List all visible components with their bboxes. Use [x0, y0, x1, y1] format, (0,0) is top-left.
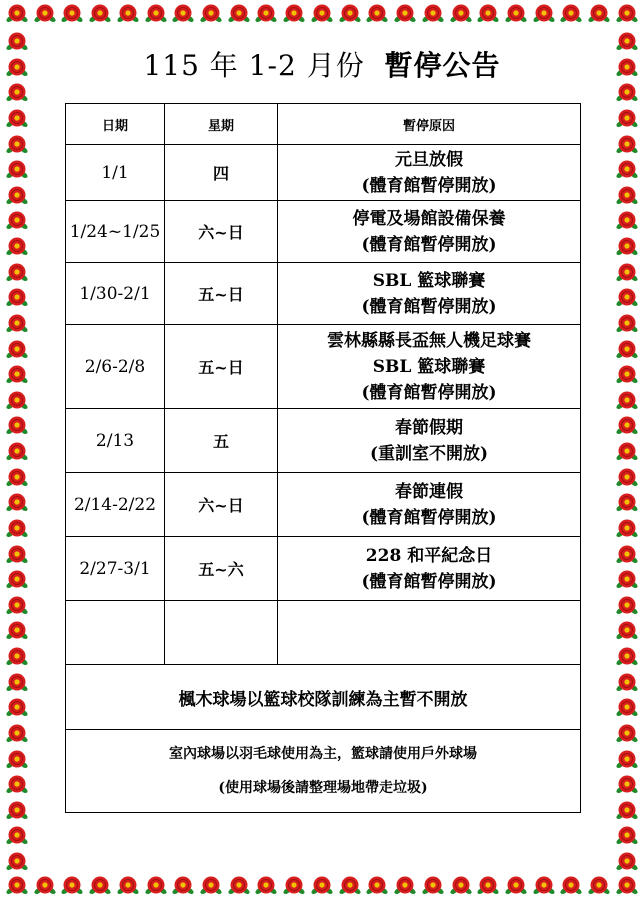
- camellia-flower-icon: [6, 312, 28, 334]
- camellia-flower-icon: [6, 517, 28, 539]
- camellia-flower-icon: [6, 389, 28, 411]
- camellia-flower-icon: [616, 748, 638, 770]
- reason-line: SBL 籃球聯賽: [372, 356, 486, 377]
- camellia-flower-icon: [450, 874, 472, 896]
- camellia-flower-icon: [311, 874, 333, 896]
- camellia-flower-icon: [394, 874, 416, 896]
- camellia-flower-icon: [6, 261, 28, 283]
- reason-line: (體育館暫停開放): [361, 175, 497, 196]
- camellia-flower-icon: [616, 235, 638, 257]
- reason-line: 春節連假: [395, 481, 463, 502]
- camellia-flower-icon: [6, 338, 28, 360]
- reason-cell: [278, 263, 581, 325]
- date-cell: 1/24~1/25: [66, 201, 165, 263]
- reason-cell: [278, 409, 581, 473]
- camellia-flower-icon: [6, 107, 28, 129]
- weekday-cell: 五: [165, 409, 278, 473]
- camellia-flower-icon: [6, 568, 28, 590]
- reason-cell: [278, 473, 581, 537]
- camellia-flower-icon: [616, 799, 638, 821]
- table-row: [66, 145, 581, 201]
- weekday-cell: 五~六: [165, 537, 278, 601]
- camellia-flower-icon: [6, 286, 28, 308]
- camellia-flower-icon: [6, 158, 28, 180]
- camellia-flower-icon: [6, 773, 28, 795]
- camellia-flower-icon: [6, 184, 28, 206]
- reason-cell: [278, 537, 581, 601]
- camellia-flower-icon: [616, 261, 638, 283]
- camellia-flower-icon: [505, 874, 527, 896]
- camellia-flower-icon: [616, 2, 638, 24]
- camellia-flower-icon: [505, 2, 527, 24]
- camellia-flower-icon: [255, 2, 277, 24]
- right-border: [614, 26, 640, 876]
- camellia-flower-icon: [616, 338, 638, 360]
- camellia-flower-icon: [366, 874, 388, 896]
- header-date: 日期: [66, 104, 165, 145]
- camellia-flower-icon: [6, 696, 28, 718]
- camellia-flower-icon: [117, 874, 139, 896]
- camellia-flower-icon: [283, 874, 305, 896]
- camellia-flower-icon: [616, 645, 638, 667]
- camellia-flower-icon: [145, 2, 167, 24]
- camellia-flower-icon: [6, 235, 28, 257]
- camellia-flower-icon: [172, 874, 194, 896]
- camellia-flower-icon: [616, 440, 638, 462]
- reason-line: 春節假期: [395, 417, 463, 438]
- table-row: [66, 325, 581, 409]
- camellia-flower-icon: [422, 2, 444, 24]
- camellia-flower-icon: [616, 133, 638, 155]
- footer-notice-usage: [66, 730, 581, 813]
- camellia-flower-icon: [6, 81, 28, 103]
- camellia-flower-icon: [616, 209, 638, 231]
- weekday-cell: [165, 601, 278, 665]
- footer-notice-court: 楓木球場以籃球校隊訓練為主暫不開放: [66, 665, 581, 730]
- camellia-flower-icon: [616, 158, 638, 180]
- camellia-flower-icon: [616, 491, 638, 513]
- reason-line: (重訓室不開放): [369, 443, 489, 464]
- camellia-flower-icon: [616, 312, 638, 334]
- camellia-flower-icon: [228, 874, 250, 896]
- camellia-flower-icon: [6, 645, 28, 667]
- table-row: [66, 201, 581, 263]
- top-border: [0, 2, 644, 28]
- date-cell: 2/14-2/22: [66, 473, 165, 537]
- camellia-flower-icon: [6, 440, 28, 462]
- camellia-flower-icon: [588, 2, 610, 24]
- left-border: [4, 26, 30, 876]
- bottom-border: [0, 874, 644, 900]
- weekday-cell: 五~日: [165, 325, 278, 409]
- date-cell: 2/27-3/1: [66, 537, 165, 601]
- table-row: [66, 473, 581, 537]
- camellia-flower-icon: [61, 874, 83, 896]
- reason-line: (體育館暫停開放): [361, 571, 497, 592]
- camellia-flower-icon: [616, 671, 638, 693]
- table-row: [66, 537, 581, 601]
- camellia-flower-icon: [172, 2, 194, 24]
- camellia-flower-icon: [117, 2, 139, 24]
- camellia-flower-icon: [616, 286, 638, 308]
- reason-line: (體育館暫停開放): [361, 234, 497, 255]
- title-prefix: 115 年 1-2 月份: [143, 49, 365, 82]
- camellia-flower-icon: [283, 2, 305, 24]
- camellia-flower-icon: [616, 696, 638, 718]
- camellia-flower-icon: [616, 184, 638, 206]
- camellia-flower-icon: [588, 874, 610, 896]
- camellia-flower-icon: [394, 2, 416, 24]
- camellia-flower-icon: [6, 133, 28, 155]
- camellia-flower-icon: [6, 594, 28, 616]
- camellia-flower-icon: [477, 874, 499, 896]
- footer-line-1: 室內球場以羽毛球使用為主，籃球請使用戶外球場: [169, 746, 477, 762]
- camellia-flower-icon: [228, 2, 250, 24]
- reason-cell: [278, 601, 581, 665]
- camellia-flower-icon: [616, 568, 638, 590]
- reason-line: (體育館暫停開放): [361, 507, 497, 528]
- camellia-flower-icon: [616, 874, 638, 896]
- header-reason: 暫停原因: [278, 104, 581, 145]
- camellia-flower-icon: [339, 874, 361, 896]
- camellia-flower-icon: [560, 874, 582, 896]
- weekday-cell: 六~日: [165, 473, 278, 537]
- camellia-flower-icon: [6, 543, 28, 565]
- camellia-flower-icon: [616, 773, 638, 795]
- camellia-flower-icon: [6, 799, 28, 821]
- camellia-flower-icon: [6, 850, 28, 872]
- camellia-flower-icon: [6, 466, 28, 488]
- camellia-flower-icon: [422, 874, 444, 896]
- table-row: [66, 263, 581, 325]
- weekday-cell: 五~日: [165, 263, 278, 325]
- camellia-flower-icon: [145, 874, 167, 896]
- camellia-flower-icon: [311, 2, 333, 24]
- date-cell: 2/6-2/8: [66, 325, 165, 409]
- camellia-flower-icon: [6, 748, 28, 770]
- camellia-flower-icon: [616, 543, 638, 565]
- camellia-flower-icon: [616, 517, 638, 539]
- camellia-flower-icon: [616, 824, 638, 846]
- camellia-flower-icon: [6, 209, 28, 231]
- date-cell: 1/1: [66, 145, 165, 201]
- camellia-flower-icon: [61, 2, 83, 24]
- camellia-flower-icon: [450, 2, 472, 24]
- camellia-flower-icon: [616, 619, 638, 641]
- weekday-cell: 四: [165, 145, 278, 201]
- camellia-flower-icon: [477, 2, 499, 24]
- page-title: [0, 44, 644, 84]
- camellia-flower-icon: [200, 874, 222, 896]
- camellia-flower-icon: [89, 2, 111, 24]
- camellia-flower-icon: [6, 491, 28, 513]
- camellia-flower-icon: [366, 2, 388, 24]
- reason-cell: [278, 145, 581, 201]
- camellia-flower-icon: [533, 874, 555, 896]
- camellia-flower-icon: [616, 363, 638, 385]
- camellia-flower-icon: [339, 2, 361, 24]
- reason-line: SBL 籃球聯賽: [372, 270, 486, 291]
- date-cell: [66, 601, 165, 665]
- camellia-flower-icon: [255, 874, 277, 896]
- camellia-flower-icon: [6, 414, 28, 436]
- footer-line-2: (使用球場後請整理場地帶走垃圾): [218, 780, 428, 796]
- camellia-flower-icon: [34, 874, 56, 896]
- camellia-flower-icon: [89, 874, 111, 896]
- camellia-flower-icon: [6, 619, 28, 641]
- camellia-flower-icon: [6, 2, 28, 24]
- reason-line: 雲林縣縣長盃無人機足球賽: [327, 330, 531, 351]
- header-row: [66, 104, 581, 145]
- camellia-flower-icon: [616, 466, 638, 488]
- table-row: [66, 601, 581, 665]
- reason-line: 元旦放假: [395, 149, 463, 170]
- closure-table: [65, 103, 581, 813]
- camellia-flower-icon: [616, 107, 638, 129]
- camellia-flower-icon: [616, 850, 638, 872]
- reason-cell: [278, 325, 581, 409]
- title-bold: 暫停公告: [384, 49, 501, 82]
- camellia-flower-icon: [34, 2, 56, 24]
- camellia-flower-icon: [6, 874, 28, 896]
- camellia-flower-icon: [6, 671, 28, 693]
- reason-line: 228 和平紀念日: [365, 545, 493, 566]
- camellia-flower-icon: [616, 414, 638, 436]
- camellia-flower-icon: [616, 81, 638, 103]
- weekday-cell: 六~日: [165, 201, 278, 263]
- camellia-flower-icon: [6, 363, 28, 385]
- reason-cell: [278, 201, 581, 263]
- camellia-flower-icon: [200, 2, 222, 24]
- date-cell: 1/30-2/1: [66, 263, 165, 325]
- camellia-flower-icon: [560, 2, 582, 24]
- camellia-flower-icon: [616, 594, 638, 616]
- camellia-flower-icon: [616, 389, 638, 411]
- reason-line: (體育館暫停開放): [361, 296, 497, 317]
- camellia-flower-icon: [533, 2, 555, 24]
- camellia-flower-icon: [6, 824, 28, 846]
- date-cell: 2/13: [66, 409, 165, 473]
- camellia-flower-icon: [616, 722, 638, 744]
- camellia-flower-icon: [6, 722, 28, 744]
- reason-line: (體育館暫停開放): [361, 382, 497, 403]
- reason-line: 停電及場館設備保養: [352, 208, 506, 229]
- header-weekday: 星期: [165, 104, 278, 145]
- table-row: [66, 409, 581, 473]
